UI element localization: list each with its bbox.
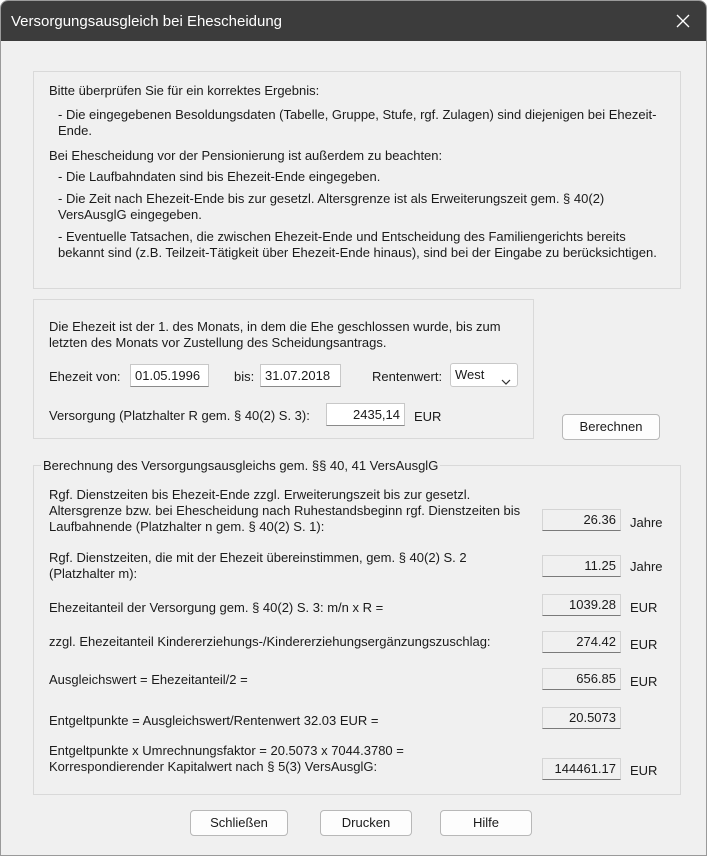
calc-row-value-kindererziehung: 274.42: [542, 631, 621, 653]
versorgung-input[interactable]: 2435,14: [326, 403, 405, 426]
info-bullet-laufbahn: - Die Laufbahndaten sind bis Ehezeit-Ende eingegeben.: [58, 169, 381, 184]
ehezeit-bis-label: bis:: [234, 369, 255, 384]
drucken-button[interactable]: Drucken: [320, 810, 412, 836]
ehezeit-von-input[interactable]: 01.05.1996: [130, 364, 209, 387]
calc-row-label-kapitalwert: Entgeltpunkte x Umrechnungsfaktor = 20.5073 x 7044.3780 = Korrespondierender Kapitalwert nach § 5(3) VersAusglG:: [49, 743, 404, 774]
calc-row-unit-n: Jahre: [630, 515, 663, 530]
calc-row-value-ausgleichswert: 656.85: [542, 668, 621, 690]
hilfe-button[interactable]: Hilfe: [440, 810, 532, 836]
calculation-group: [33, 458, 681, 795]
calc-row-unit-m: Jahre: [630, 559, 663, 574]
calculation-group-legend: Berechnung des Versorgungsausgleichs gem. §§ 40, 41 VersAusglG: [43, 458, 439, 473]
rentenwert-selected: West: [455, 367, 485, 382]
chevron-down-icon: [501, 371, 511, 393]
calc-row-value-n: 26.36: [542, 509, 621, 531]
ehezeit-panel: [33, 299, 534, 439]
info-panel: [33, 71, 681, 289]
rentenwert-label: Rentenwert:: [372, 369, 443, 384]
calc-row-label-ehezeitanteil: Ehezeitanteil der Versorgung gem. § 40(2) S. 3: m/n x R =: [49, 600, 384, 615]
calc-row-label-ausgleichswert: Ausgleichswert = Ehezeitanteil/2 =: [49, 672, 248, 687]
calc-row-unit-kapitalwert: EUR: [630, 763, 658, 778]
rentenwert-select[interactable]: [450, 363, 518, 387]
calc-row-value-entgeltpunkte: 20.5073: [542, 707, 621, 729]
calc-row-label-entgeltpunkte: Entgeltpunkte = Ausgleichswert/Rentenwert 32.03 EUR =: [49, 713, 379, 728]
ehezeit-bis-input[interactable]: 31.07.2018: [260, 364, 341, 387]
calc-row-unit-kindererziehung: EUR: [630, 637, 658, 652]
schliessen-button[interactable]: Schließen: [190, 810, 288, 836]
versorgung-unit: EUR: [414, 409, 442, 424]
calc-row-value-m: 11.25: [542, 555, 621, 577]
ehezeit-von-label: Ehezeit von:: [49, 369, 121, 384]
calc-row-value-ehezeitanteil: 1039.28: [542, 594, 621, 616]
berechnen-button[interactable]: Berechnen: [562, 414, 660, 440]
versorgung-label: Versorgung (Platzhalter R gem. § 40(2) S. 3):: [49, 408, 310, 423]
calc-row-label-m: Rgf. Dienstzeiten, die mit der Ehezeit übereinstimmen, gem. § 40(2) S. 2 (Platzhalter m):: [49, 550, 467, 581]
window-title: Versorgungsausgleich bei Ehescheidung: [11, 13, 283, 30]
calc-row-unit-ausgleichswert: EUR: [630, 674, 658, 689]
calc-row-unit-ehezeitanteil: EUR: [630, 600, 658, 615]
calc-row-label-n: Rgf. Dienstzeiten bis Ehezeit-Ende zzgl. Erweiterungszeit bis zur gesetzl. Altersgrenze bzw. bei Ehescheidung nach Ruhestandsbeginn rgf. Dienstzeiten bis Laufbahnende (Platzhalter n gem. § 40(2) S. 1):: [49, 487, 521, 534]
info-intro: Bitte überprüfen Sie für ein korrektes Ergebnis:: [49, 83, 320, 98]
ehezeit-description: Die Ehezeit ist der 1. des Monats, in dem die Ehe geschlossen wurde, bis zum letzten des Monats vor Zustellung des Scheidungsantrags.: [49, 319, 501, 350]
calc-row-label-kindererziehung: zzgl. Ehezeitanteil Kindererziehungs-/Kindererziehungsergänzungszuschlag:: [49, 634, 491, 649]
close-icon: [676, 14, 690, 28]
info-bullet-besoldung: - Die eingegebenen Besoldungsdaten (Tabelle, Gruppe, Stufe, rgf. Zulagen) sind diejenigen bei Ehezeit-Ende.: [58, 107, 657, 138]
info-bullet-erweiterungszeit: - Die Zeit nach Ehezeit-Ende bis zur gesetzl. Altersgrenze ist als Erweiterungszeit gem. § 40(2) VersAusglG eingegeben.: [58, 191, 605, 222]
close-button[interactable]: [660, 1, 706, 41]
info-subhead: Bei Ehescheidung vor der Pensionierung ist außerdem zu beachten:: [49, 148, 443, 163]
calc-row-value-kapitalwert: 144461.17: [542, 758, 621, 780]
info-bullet-tatsachen: - Eventuelle Tatsachen, die zwischen Ehezeit-Ende und Entscheidung des Familiengerichts bereits bekannt sind (z.B. Teilzeit-Tätigkeit über Ehezeit-Ende hinaus), sind bei der Eingabe zu berücksichtigen.: [58, 229, 657, 260]
title-bar[interactable]: [1, 1, 706, 41]
